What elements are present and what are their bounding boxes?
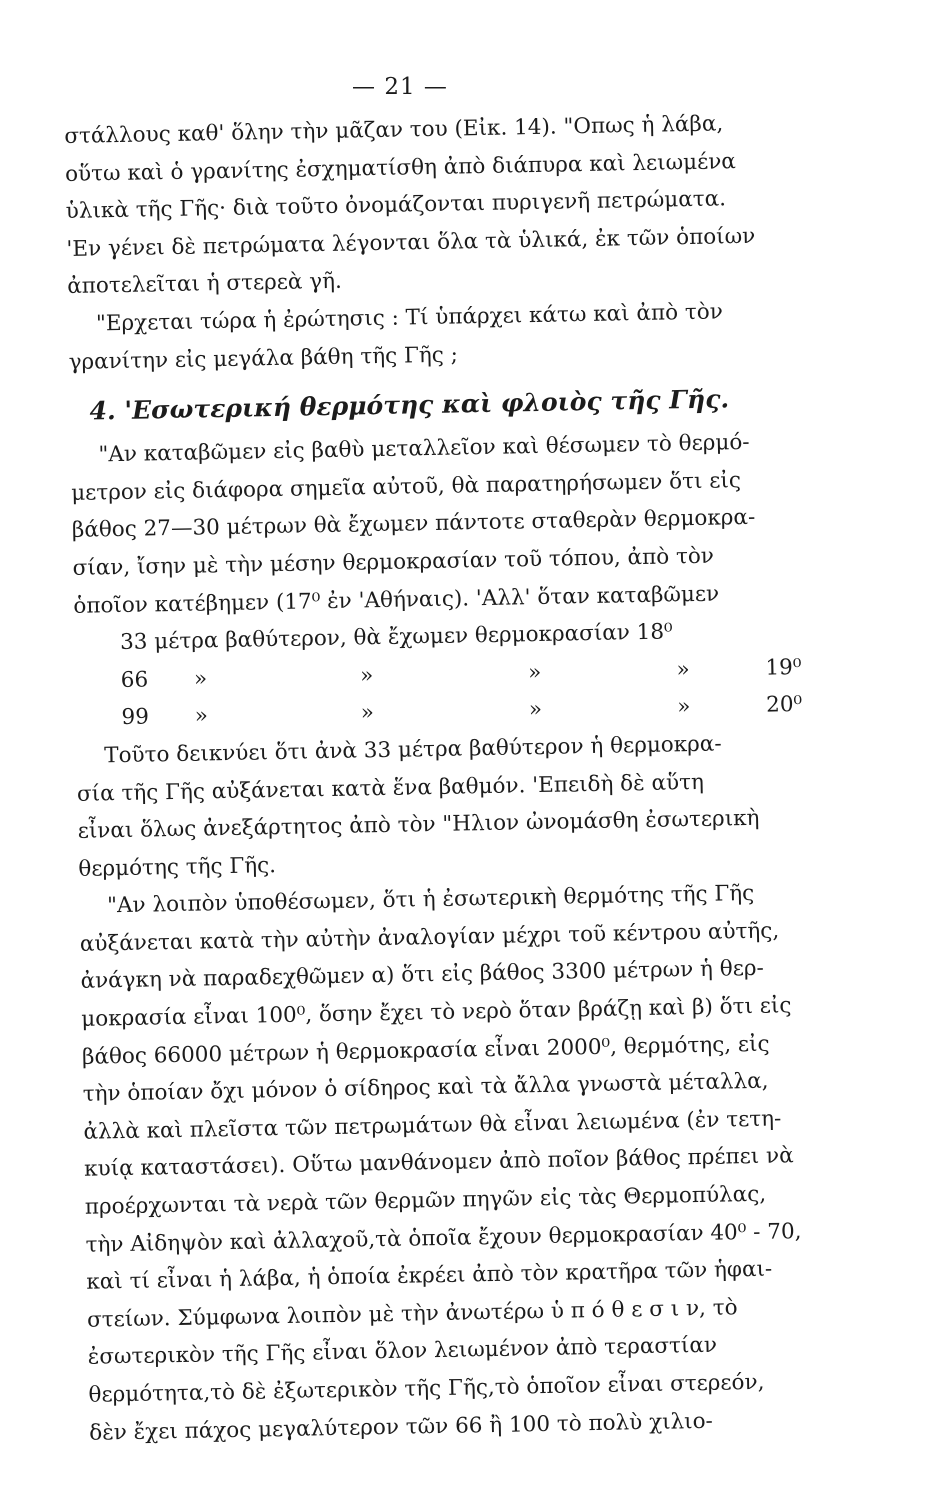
text-line: "Αν καταβῶμεν εἰς βαθὺ μεταλλεῖον καὶ θέσωμεν τὸ θερμό-	[98, 430, 750, 468]
text-line: γρανίτην εἰς μεγάλα βάθη τῆς Γῆς ;	[68, 342, 459, 375]
text-line: ἀνάγκη νὰ παραδεχθῶμεν α) ὅτι εἰς βάθος 3300 μέτρων ἡ θερ-	[80, 956, 764, 995]
text-line: μετρον εἰς διάφορα σημεῖα αὐτοῦ, θὰ παρατηρήσωμεν ὅτι εἰς	[70, 467, 742, 506]
section-title: 4. 'Εσωτερική θερμότης καὶ φλοιὸς τῆς Γῆς.	[89, 384, 730, 426]
text-line: "Ερχεται τώρα ἡ ἐρώτησις : Τί ὑπάρχει κάτω καὶ ἀπὸ τὸν	[95, 299, 724, 337]
ditto-mark: »	[194, 703, 209, 729]
text-line: δὲν ἔχει πάχος μεγαλύτερον τῶν 66 ἢ 100 τὸ πολὺ χιλιο-	[89, 1408, 714, 1446]
text-line: 'Εν γένει δὲ πετρώματα λέγονται ὅλα τὰ ὑλικά, ἐκ τῶν ὁποίων	[66, 223, 756, 262]
text-line: καὶ τί εἶναι ἡ λάβα, ἡ ὁποία ἐκρέει ἀπὸ τὸν κρατῆρα τῶν ἡφαι-	[86, 1256, 773, 1296]
text-line: ὑλικὰ τῆς Γῆς· διὰ τοῦτο ὀνομάζονται πυριγενῆ πετρώματα.	[65, 186, 727, 225]
text-line: εἶναι ὅλως ἀνεξάρτητος ἀπὸ τὸν "Ηλιον ὠνομάσθη ἐσωτερικὴ	[77, 805, 760, 844]
text-line: στάλλους καθ' ὅλην τὴν μᾶζαν του (Εἰκ. 14). "Οπως ἡ λάβα,	[64, 111, 724, 149]
text-line: οὕτω καὶ ὁ γρανίτης ἐσχηματίσθη ἀπὸ διάπυρα καὶ λειωμένα	[64, 148, 737, 187]
text-line: θερμότης τῆς Γῆς.	[78, 852, 277, 882]
temperature-value: 20⁰	[765, 692, 803, 718]
text-line: στείων. Σύμφωνα λοιπὸν μὲ τὴν ἀνωτέρω ὑ π ό θ ε σ ι ν, τὸ	[86, 1295, 738, 1333]
depth-value: 66	[120, 667, 149, 693]
text-line: κυίᾳ καταστάσει). Οὕτω μανθάνομεν ἀπὸ ποῖον βάθος πρέπει νὰ	[83, 1143, 794, 1183]
text-line: "Αν λοιπὸν ὑποθέσωμεν, ὅτι ἡ ἐσωτερικὴ θερμότης τῆς Γῆς	[106, 881, 755, 919]
text-line: προέρχωνται τὰ νερὰ τῶν θερμῶν πηγῶν εἰς τὰς Θερμοπύλας,	[84, 1181, 767, 1220]
text-line: τὴν Αἰδηψὸν καὶ ἀλλαχοῦ,τὰ ὁποῖα ἔχουν θερμοκρασίαν 40⁰ - 70,	[85, 1218, 802, 1258]
text-line: βάθος 27—30 μέτρων θὰ ἔχωμεν πάντοτε σταθερὰν θερμοκρα-	[71, 505, 756, 544]
text-line: ἀλλὰ καὶ πλεῖστα τῶν πετρωμάτων θὰ εἶναι λειωμένα (ἐν τετη-	[83, 1106, 782, 1145]
page-number: — 21 —	[352, 74, 448, 100]
text-line: σίαν, ἴσην μὲ τὴν μέσην θερμοκρασίαν τοῦ τόπου, ἀπὸ τὸν	[72, 543, 715, 581]
temperature-value: 19⁰	[765, 654, 802, 681]
text-line: 33 μέτρα βαθύτερον, θὰ ἔχωμεν θερμοκρασίαν 18⁰	[119, 619, 673, 656]
text-line: σία τῆς Γῆς αὐξάνεται κατὰ ἕνα βαθμόν. 'Επειδὴ δὲ αὕτη	[76, 769, 705, 807]
text-line: θερμότητα,τὸ δὲ ἐξωτερικὸν τῆς Γῆς,τὸ ὁποῖον εἶναι στερεόν,	[88, 1369, 765, 1408]
body-text	[64, 103, 849, 1452]
ditto-mark: »	[676, 694, 691, 720]
text-line: τὴν ὁποίαν ὄχι μόνον ὁ σίδηρος καὶ τὰ ἄλλα γνωστὰ μέταλλα,	[82, 1068, 769, 1108]
text-line: ἀποτελεῖται ἡ στερεὰ γῆ.	[67, 269, 343, 300]
depth-value: 99	[121, 704, 150, 731]
ditto-mark: »	[193, 666, 208, 692]
text-line: ὁποῖον κατέβημεν (17⁰ ἐν 'Αθήναις). 'Αλλ' ὅταν καταβῶμεν	[73, 581, 720, 619]
text-line: Τοῦτο δεικνύει ὅτι ἀνὰ 33 μέτρα βαθύτερον ἡ θερμοκρα-	[104, 731, 722, 769]
ditto-mark: »	[528, 697, 543, 723]
text-line: αὐξάνεται κατὰ τὴν αὐτὴν ἀναλογίαν μέχρι τοῦ κέντρου αὐτῆς,	[79, 918, 780, 957]
text-line: βάθος 66000 μέτρων ἡ θερμοκρασία εἶναι 2000⁰, θερμότης, εἰς	[81, 1031, 770, 1070]
text-line: ἐσωτερικὸν τῆς Γῆς εἶναι ὅλον λειωμένον ἀπὸ τεραστίαν	[87, 1333, 718, 1371]
ditto-mark: »	[359, 662, 374, 689]
ditto-mark: »	[527, 659, 542, 685]
text-line: μοκρασία εἶναι 100⁰, ὅσην ἔχει τὸ νερὸ ὅταν βράζῃ καὶ β) ὅτι εἰς	[81, 993, 792, 1032]
ditto-mark: »	[360, 700, 375, 726]
ditto-mark: »	[676, 656, 690, 683]
